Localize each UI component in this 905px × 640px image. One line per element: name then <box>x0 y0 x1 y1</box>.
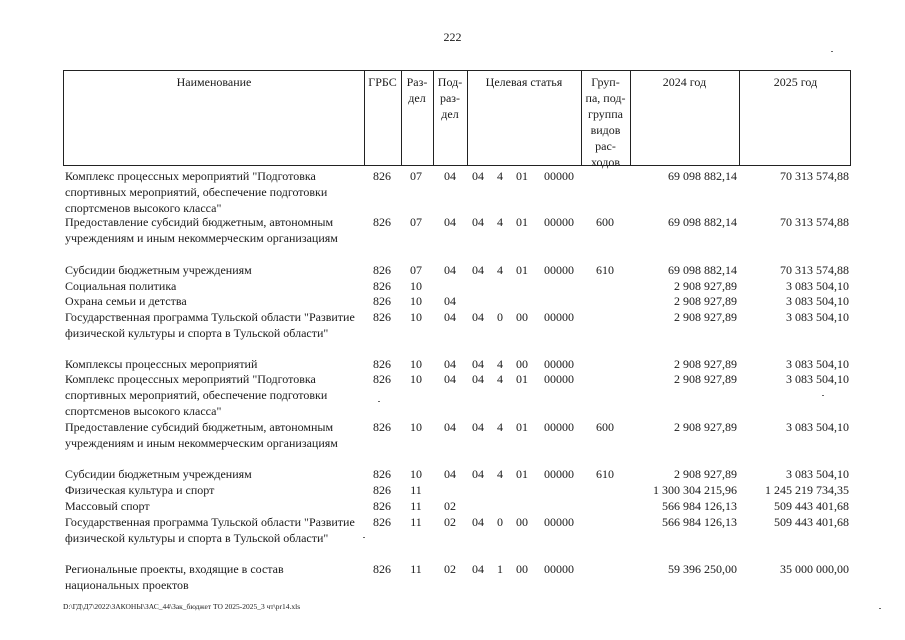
row-grbs: 826 <box>373 310 391 324</box>
row-t4: 00000 <box>544 357 574 371</box>
header-podrazdel: Под- раз- дел <box>437 75 463 121</box>
row-rz: 11 <box>410 483 422 497</box>
row-v2024: 1 300 304 215,96 <box>653 483 737 497</box>
row-grbs: 826 <box>373 215 391 229</box>
row-v2024: 2 908 927,89 <box>674 467 737 481</box>
row-t4: 00000 <box>544 420 574 434</box>
row-v2025: 3 083 504,10 <box>786 279 849 293</box>
row-pr: 04 <box>444 357 456 371</box>
row-name: Предоставление субсидий бюджетным, автономным учреждениям и иным некоммерческим организациям <box>65 215 338 245</box>
row-grbs: 826 <box>373 372 391 386</box>
row-pr: 04 <box>444 467 456 481</box>
row-rz: 07 <box>410 215 422 229</box>
scan-speck <box>378 401 380 402</box>
row-v2024: 2 908 927,89 <box>674 357 737 371</box>
row-grbs: 826 <box>373 483 391 497</box>
row-name: Комплекс процессных мероприятий "Подготовка спортивных мероприятий, обеспечение подготовки спортсменов высокого класса" <box>65 372 328 418</box>
row-name: Предоставление субсидий бюджетным, автономным учреждениям и иным некоммерческим организациям <box>65 420 338 450</box>
row-v2024: 2 908 927,89 <box>674 310 737 324</box>
row-t1: 04 <box>472 310 484 324</box>
row-grbs: 826 <box>373 562 391 576</box>
row-t4: 00000 <box>544 310 574 324</box>
row-rz: 11 <box>410 499 422 513</box>
row-pr: 04 <box>444 169 456 183</box>
row-t2: 4 <box>497 263 503 277</box>
row-v2025: 3 083 504,10 <box>786 357 849 371</box>
row-v2025: 3 083 504,10 <box>786 372 849 386</box>
row-t3: 00 <box>516 357 528 371</box>
row-name: Комплекс процессных мероприятий "Подготовка спортивных мероприятий, обеспечение подготовки спортсменов высокого класса" <box>65 169 328 215</box>
row-pr: 04 <box>444 263 456 277</box>
row-vr: 610 <box>596 467 614 481</box>
row-t4: 00000 <box>544 263 574 277</box>
row-name: Охрана семьи и детства <box>65 294 187 308</box>
row-grbs: 826 <box>373 169 391 183</box>
row-t3: 00 <box>516 562 528 576</box>
row-t3: 01 <box>516 372 528 386</box>
row-name: Субсидии бюджетным учреждениям <box>65 467 252 481</box>
header-grbs: ГРБС <box>368 75 397 89</box>
row-t1: 04 <box>472 263 484 277</box>
header-2024: 2024 год <box>662 75 707 89</box>
row-name: Физическая культура и спорт <box>65 483 215 497</box>
row-t1: 04 <box>472 515 484 529</box>
header-2025: 2025 год <box>773 75 818 89</box>
row-v2025: 3 083 504,10 <box>786 310 849 324</box>
row-t2: 4 <box>497 215 503 229</box>
row-grbs: 826 <box>373 279 391 293</box>
header-razdel: Раз- дел <box>406 75 428 105</box>
row-v2025: 509 443 401,68 <box>774 515 849 529</box>
row-pr: 02 <box>444 562 456 576</box>
row-v2024: 2 908 927,89 <box>674 279 737 293</box>
row-name: Массовый спорт <box>65 499 150 513</box>
row-grbs: 826 <box>373 357 391 371</box>
row-v2024: 2 908 927,89 <box>674 372 737 386</box>
row-t2: 4 <box>497 420 503 434</box>
row-t3: 01 <box>516 467 528 481</box>
page-number: 222 <box>443 30 462 44</box>
row-name: Социальная политика <box>65 279 177 293</box>
row-grbs: 826 <box>373 294 391 308</box>
row-v2025: 70 313 574,88 <box>780 169 849 183</box>
row-name: Государственная программа Тульской области "Развитие физической культуры и спорта в Тульской области" <box>65 310 355 340</box>
row-vr: 600 <box>596 420 614 434</box>
row-pr: 04 <box>444 294 456 308</box>
row-t3: 00 <box>516 515 528 529</box>
row-t1: 04 <box>472 357 484 371</box>
row-name: Государственная программа Тульской области "Развитие физической культуры и спорта в Тульской области" <box>65 515 355 545</box>
row-rz: 07 <box>410 169 422 183</box>
row-pr: 02 <box>444 515 456 529</box>
table-header <box>63 70 851 169</box>
row-t4: 00000 <box>544 372 574 386</box>
row-grbs: 826 <box>373 263 391 277</box>
row-pr: 02 <box>444 499 456 513</box>
header-group: Груп- па, под- группа видов рас- ходов <box>585 75 626 169</box>
row-t2: 4 <box>497 169 503 183</box>
row-v2025: 3 083 504,10 <box>786 467 849 481</box>
row-t2: 1 <box>497 562 503 576</box>
row-v2025: 35 000 000,00 <box>780 562 849 576</box>
file-path-footer: D:\ГД\Д7\2022\ЗАКОНЫ\ЗАС_44\Зак_бюджет ТО 2025-2025_3 чт\pr14.xls <box>63 602 301 611</box>
row-rz: 10 <box>410 357 422 371</box>
row-v2025: 70 313 574,88 <box>780 263 849 277</box>
row-rz: 10 <box>410 467 422 481</box>
row-v2024: 566 984 126,13 <box>662 499 737 513</box>
row-v2025: 3 083 504,10 <box>786 294 849 308</box>
row-t3: 01 <box>516 215 528 229</box>
row-t2: 0 <box>497 515 503 529</box>
row-rz: 10 <box>410 279 422 293</box>
header-target: Целевая статья <box>485 75 563 89</box>
row-t4: 00000 <box>544 467 574 481</box>
row-t3: 01 <box>516 263 528 277</box>
header-name: Наименование <box>176 75 252 89</box>
row-vr: 600 <box>596 215 614 229</box>
row-t4: 00000 <box>544 515 574 529</box>
row-name: Субсидии бюджетным учреждениям <box>65 263 252 277</box>
row-pr: 04 <box>444 372 456 386</box>
row-t1: 04 <box>472 562 484 576</box>
row-t1: 04 <box>472 372 484 386</box>
row-v2024: 2 908 927,89 <box>674 420 737 434</box>
row-t4: 00000 <box>544 215 574 229</box>
row-v2024: 2 908 927,89 <box>674 294 737 308</box>
row-rz: 10 <box>410 372 422 386</box>
row-t2: 4 <box>497 357 503 371</box>
row-v2025: 3 083 504,10 <box>786 420 849 434</box>
row-rz: 10 <box>410 310 422 324</box>
row-rz: 10 <box>410 420 422 434</box>
scan-speck <box>822 395 824 396</box>
row-v2025: 509 443 401,68 <box>774 499 849 513</box>
row-grbs: 826 <box>373 499 391 513</box>
row-v2024: 69 098 882,14 <box>668 263 737 277</box>
row-v2024: 59 396 250,00 <box>668 562 737 576</box>
row-t1: 04 <box>472 169 484 183</box>
row-v2024: 566 984 126,13 <box>662 515 737 529</box>
row-t1: 04 <box>472 215 484 229</box>
scan-speck <box>879 608 881 609</box>
row-v2024: 69 098 882,14 <box>668 169 737 183</box>
row-v2025: 1 245 219 734,35 <box>765 483 849 497</box>
scan-speck <box>363 537 365 538</box>
row-rz: 11 <box>410 562 422 576</box>
row-v2024: 69 098 882,14 <box>668 215 737 229</box>
row-rz: 10 <box>410 294 422 308</box>
row-rz: 07 <box>410 263 422 277</box>
row-pr: 04 <box>444 420 456 434</box>
row-grbs: 826 <box>373 515 391 529</box>
row-pr: 04 <box>444 310 456 324</box>
row-t3: 01 <box>516 420 528 434</box>
row-rz: 11 <box>410 515 422 529</box>
row-v2025: 70 313 574,88 <box>780 215 849 229</box>
row-pr: 04 <box>444 215 456 229</box>
row-t2: 4 <box>497 467 503 481</box>
row-grbs: 826 <box>373 420 391 434</box>
row-t1: 04 <box>472 420 484 434</box>
row-vr: 610 <box>596 263 614 277</box>
row-t2: 4 <box>497 372 503 386</box>
row-t2: 0 <box>497 310 503 324</box>
row-name: Региональные проекты, входящие в состав национальных проектов <box>65 562 284 592</box>
scan-speck <box>831 51 833 52</box>
row-t4: 00000 <box>544 562 574 576</box>
row-name: Комплексы процессных мероприятий <box>65 357 258 371</box>
row-t3: 00 <box>516 310 528 324</box>
row-grbs: 826 <box>373 467 391 481</box>
row-t4: 00000 <box>544 169 574 183</box>
row-t3: 01 <box>516 169 528 183</box>
row-t1: 04 <box>472 467 484 481</box>
